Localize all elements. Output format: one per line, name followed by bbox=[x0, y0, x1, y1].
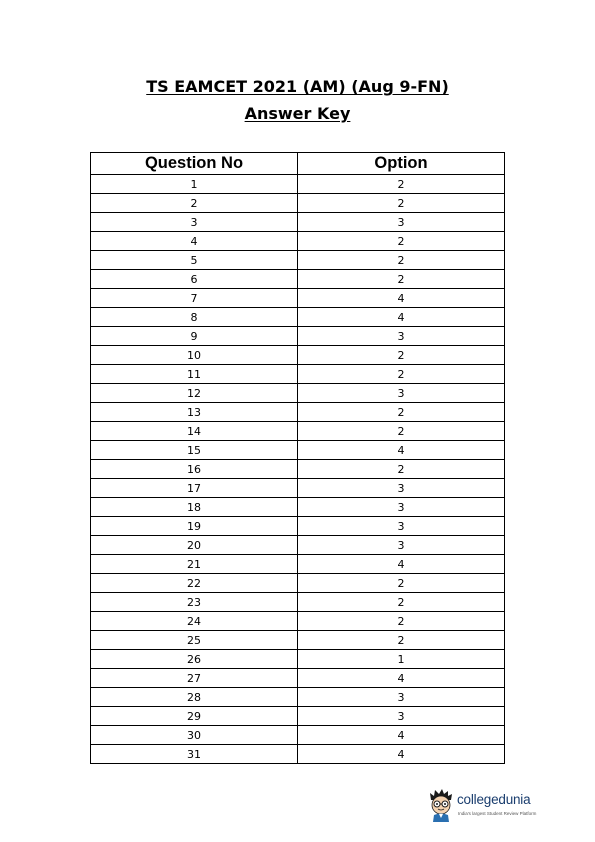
option-cell: 2 bbox=[298, 631, 505, 650]
option-cell: 3 bbox=[298, 517, 505, 536]
document-title: TS EAMCET 2021 (AM) (Aug 9-FN) bbox=[146, 77, 449, 96]
option-cell: 2 bbox=[298, 232, 505, 251]
question-number-cell: 28 bbox=[91, 688, 298, 707]
question-number-cell: 25 bbox=[91, 631, 298, 650]
table-row bbox=[91, 460, 505, 479]
question-number-cell: 12 bbox=[91, 384, 298, 403]
option-cell: 2 bbox=[298, 403, 505, 422]
table-row bbox=[91, 707, 505, 726]
option-cell: 4 bbox=[298, 441, 505, 460]
column-header-question-no: Question No bbox=[91, 153, 298, 175]
option-cell: 4 bbox=[298, 669, 505, 688]
table-row bbox=[91, 479, 505, 498]
table-row bbox=[91, 346, 505, 365]
question-number-cell: 4 bbox=[91, 232, 298, 251]
option-cell: 1 bbox=[298, 650, 505, 669]
table-row bbox=[91, 631, 505, 650]
table-row bbox=[91, 308, 505, 327]
logo-wordmark: collegedunia bbox=[457, 792, 531, 807]
table-row bbox=[91, 365, 505, 384]
question-number-cell: 31 bbox=[91, 745, 298, 764]
document-subtitle: Answer Key bbox=[244, 104, 351, 123]
table-row bbox=[91, 232, 505, 251]
option-cell: 4 bbox=[298, 555, 505, 574]
option-cell: 3 bbox=[298, 479, 505, 498]
question-number-cell: 15 bbox=[91, 441, 298, 460]
table-row bbox=[91, 175, 505, 194]
question-number-cell: 6 bbox=[91, 270, 298, 289]
option-cell: 4 bbox=[298, 726, 505, 745]
question-number-cell: 8 bbox=[91, 308, 298, 327]
question-number-cell: 18 bbox=[91, 498, 298, 517]
question-number-cell: 13 bbox=[91, 403, 298, 422]
table-row bbox=[91, 669, 505, 688]
question-number-cell: 20 bbox=[91, 536, 298, 555]
option-cell: 4 bbox=[298, 308, 505, 327]
table-row bbox=[91, 650, 505, 669]
option-cell: 4 bbox=[298, 745, 505, 764]
table-row bbox=[91, 384, 505, 403]
option-cell: 3 bbox=[298, 213, 505, 232]
option-cell: 3 bbox=[298, 384, 505, 403]
option-cell: 2 bbox=[298, 460, 505, 479]
table-row bbox=[91, 498, 505, 517]
option-cell: 2 bbox=[298, 365, 505, 384]
option-cell: 2 bbox=[298, 574, 505, 593]
option-cell: 4 bbox=[298, 289, 505, 308]
table-row bbox=[91, 194, 505, 213]
question-number-cell: 2 bbox=[91, 194, 298, 213]
question-number-cell: 7 bbox=[91, 289, 298, 308]
question-number-cell: 14 bbox=[91, 422, 298, 441]
question-number-cell: 3 bbox=[91, 213, 298, 232]
option-cell: 3 bbox=[298, 688, 505, 707]
table-row bbox=[91, 593, 505, 612]
question-number-cell: 26 bbox=[91, 650, 298, 669]
table-header-row bbox=[91, 153, 505, 175]
student-mascot-icon bbox=[427, 788, 455, 822]
question-number-cell: 27 bbox=[91, 669, 298, 688]
table-row bbox=[91, 441, 505, 460]
table-row bbox=[91, 726, 505, 745]
table-row bbox=[91, 327, 505, 346]
table-row bbox=[91, 403, 505, 422]
table-row bbox=[91, 289, 505, 308]
table-row bbox=[91, 422, 505, 441]
table-body bbox=[91, 175, 505, 764]
option-cell: 3 bbox=[298, 327, 505, 346]
option-cell: 3 bbox=[298, 536, 505, 555]
table-row bbox=[91, 688, 505, 707]
question-number-cell: 16 bbox=[91, 460, 298, 479]
question-number-cell: 23 bbox=[91, 593, 298, 612]
table-row bbox=[91, 745, 505, 764]
question-number-cell: 5 bbox=[91, 251, 298, 270]
option-cell: 2 bbox=[298, 612, 505, 631]
table-row bbox=[91, 213, 505, 232]
collegedunia-logo bbox=[425, 786, 545, 826]
question-number-cell: 19 bbox=[91, 517, 298, 536]
question-number-cell: 11 bbox=[91, 365, 298, 384]
table-row bbox=[91, 555, 505, 574]
option-cell: 2 bbox=[298, 593, 505, 612]
question-number-cell: 10 bbox=[91, 346, 298, 365]
question-number-cell: 30 bbox=[91, 726, 298, 745]
question-number-cell: 29 bbox=[91, 707, 298, 726]
option-cell: 2 bbox=[298, 270, 505, 289]
option-cell: 3 bbox=[298, 707, 505, 726]
option-cell: 3 bbox=[298, 498, 505, 517]
table-row bbox=[91, 270, 505, 289]
option-cell: 2 bbox=[298, 175, 505, 194]
question-number-cell: 22 bbox=[91, 574, 298, 593]
answer-key-table bbox=[90, 152, 505, 764]
table-row bbox=[91, 251, 505, 270]
table-row bbox=[91, 517, 505, 536]
table-row bbox=[91, 536, 505, 555]
column-header-option: Option bbox=[298, 153, 505, 175]
option-cell: 2 bbox=[298, 346, 505, 365]
question-number-cell: 9 bbox=[91, 327, 298, 346]
option-cell: 2 bbox=[298, 194, 505, 213]
option-cell: 2 bbox=[298, 422, 505, 441]
question-number-cell: 1 bbox=[91, 175, 298, 194]
table-row bbox=[91, 612, 505, 631]
option-cell: 2 bbox=[298, 251, 505, 270]
question-number-cell: 17 bbox=[91, 479, 298, 498]
question-number-cell: 24 bbox=[91, 612, 298, 631]
logo-tagline: India's largest Student Review Platform bbox=[458, 811, 537, 816]
table-row bbox=[91, 574, 505, 593]
question-number-cell: 21 bbox=[91, 555, 298, 574]
